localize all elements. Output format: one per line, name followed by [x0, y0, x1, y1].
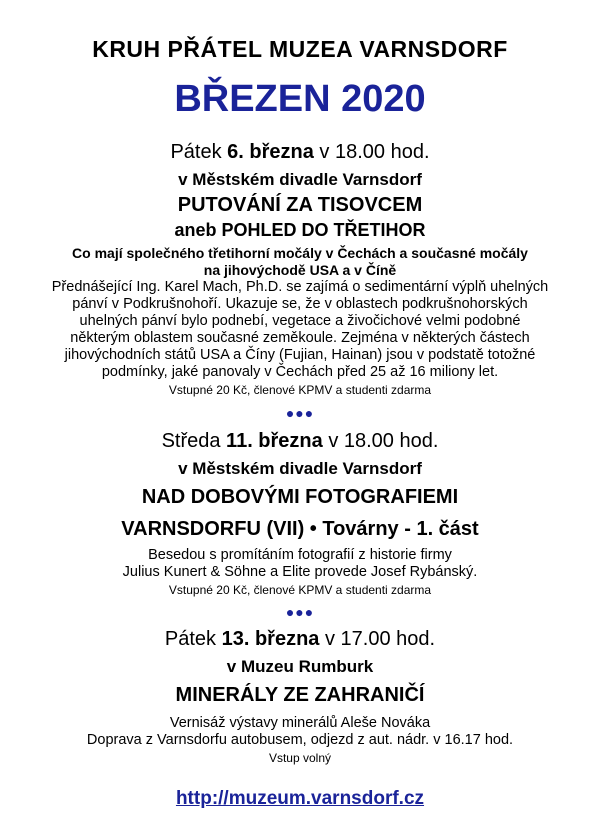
event-2-date: Středa 11. března v 18.00 hod.: [161, 430, 439, 452]
event-1-subtitle: aneb POHLED DO TŘETIHOR: [174, 220, 426, 240]
separator-2: ●●●: [285, 604, 315, 620]
event-2-title: NAD DOBOVÝMI FOTOGRAFIEMI: [141, 486, 459, 508]
event-3-date: Pátek 13. března v 17.00 hod.: [164, 628, 436, 650]
website-link[interactable]: http://muzeum.varnsdorf.cz: [175, 788, 425, 809]
event-2-desc-2: Julius Kunert & Söhne a Elite provede Josef Rybánský.: [122, 564, 478, 580]
event-1-desc-3: uhelných pánví bylo podnebí, vegetace a živočichové velmi podobné: [79, 313, 521, 329]
separator-1: ●●●: [285, 405, 315, 421]
event-1-desc-1: Přednášející Ing. Karel Mach, Ph.D. se zajímá o sedimentární výplň uhelných: [51, 279, 549, 295]
event-1-desc-4: některým oblastem současné zeměkoule. Zejména v některých částech: [70, 330, 530, 346]
event-3-desc-1: Vernisáž výstavy minerálů Aleše Nováka: [169, 715, 431, 731]
event-1-desc-5: jihovýchodních států USA a Číny (Fujian, Hainan) jsou v podstatě totožné: [64, 347, 536, 363]
event-3-venue: v Muzeu Rumburk: [226, 657, 374, 676]
org-heading: KRUH PŘÁTEL MUZEA VARNSDORF: [92, 36, 508, 62]
event-2-entry: Vstupné 20 Kč, členové KPMV a studenti zdarma: [168, 583, 432, 597]
event-1-entry: Vstupné 20 Kč, členové KPMV a studenti zdarma: [168, 383, 432, 397]
event-3-desc-2: Doprava z Varnsdorfu autobusem, odjezd z aut. nádr. v 16.17 hod.: [86, 732, 514, 748]
event-1-question-2: na jihovýchodě USA a v Číně: [203, 262, 397, 278]
event-1-desc-6: podmínky, jaké panovaly v Čechách před 25 až 16 miliony let.: [101, 364, 499, 380]
month-heading: BŘEZEN 2020: [174, 78, 426, 120]
event-3-title: MINERÁLY ZE ZAHRANIČÍ: [175, 684, 425, 706]
event-3-entry: Vstup volný: [268, 751, 332, 765]
event-1-date: Pátek 6. března v 18.00 hod.: [170, 141, 430, 163]
event-1-desc-2: pánví v Podkrušnohoří. Ukazuje se, že v oblastech podkrušnohorských: [72, 296, 528, 312]
event-2-desc-1: Besedou s promítáním fotografií z historie firmy: [148, 547, 452, 563]
event-1-title: PUTOVÁNÍ ZA TISOVCEM: [177, 194, 423, 216]
event-1-question-1: Co mají společného třetihorní močály v Čechách a současné močály: [72, 245, 528, 261]
event-2-subtitle: VARNSDORFU (VII) • Továrny - 1. část: [121, 518, 479, 540]
event-1-venue: v Městském divadle Varnsdorf: [178, 170, 422, 189]
event-2-venue: v Městském divadle Varnsdorf: [178, 459, 422, 478]
